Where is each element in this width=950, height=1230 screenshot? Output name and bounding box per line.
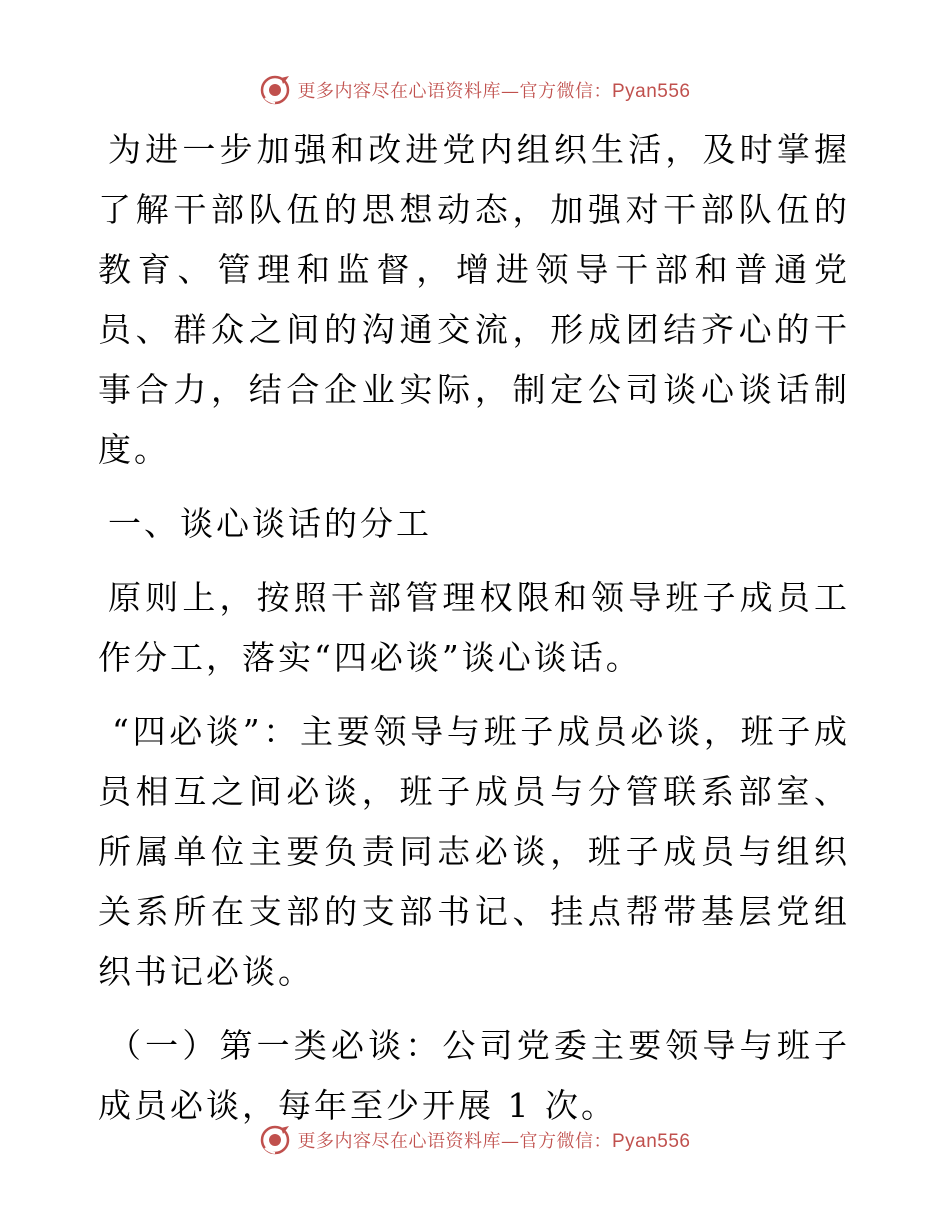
section-heading-division: 一、谈心谈话的分工 (108, 504, 432, 543)
watermark-text (297, 1127, 690, 1153)
watermark-wechat-id: Pyan556 (611, 81, 691, 102)
paragraph-first-category: （一）第一类必谈：公司党委主要领导与班子成员必谈，每年至少开展 1 次。 (98, 1026, 850, 1125)
paragraph-four-talks: “四必谈”：主要领导与班子成员必谈，班子成员相互之间必谈，班子成员与分管联系部室、所属单位主要负责同志必谈，班子成员与组织关系所在支部的支部书记、挂点帮带基层党组织书记必谈。 (98, 712, 850, 991)
paragraph-intro: 为进一步加强和改进党内组织生活，及时掌握了解干部队伍的思想动态，加强对干部队伍的教育、管理和监督，增进领导干部和普通党员、群众之间的沟通交流，形成团结齐心的干事合力，结合企业实际，制定公司谈心谈话制度。 (98, 130, 850, 469)
watermark-banner-bottom (0, 1122, 950, 1158)
watermark-site-text: 更多内容尽在心语资料库 (297, 1131, 501, 1152)
brush-logo-icon (259, 74, 291, 106)
watermark-banner-top (0, 72, 950, 108)
document-body (98, 120, 850, 1150)
paragraph-principle: 原则上，按照干部管理权限和领导班子成员工作分工，落实“四必谈”谈心谈话。 (98, 578, 850, 677)
watermark-separator: — (500, 81, 520, 102)
brush-logo-icon (259, 1124, 291, 1156)
watermark-wechat-id: Pyan556 (611, 1131, 691, 1152)
watermark-label: 官方微信： (519, 81, 612, 102)
watermark-label: 官方微信： (519, 1131, 612, 1152)
watermark-text (297, 77, 690, 103)
watermark-site-text: 更多内容尽在心语资料库 (297, 81, 501, 102)
watermark-separator: — (500, 1131, 520, 1152)
